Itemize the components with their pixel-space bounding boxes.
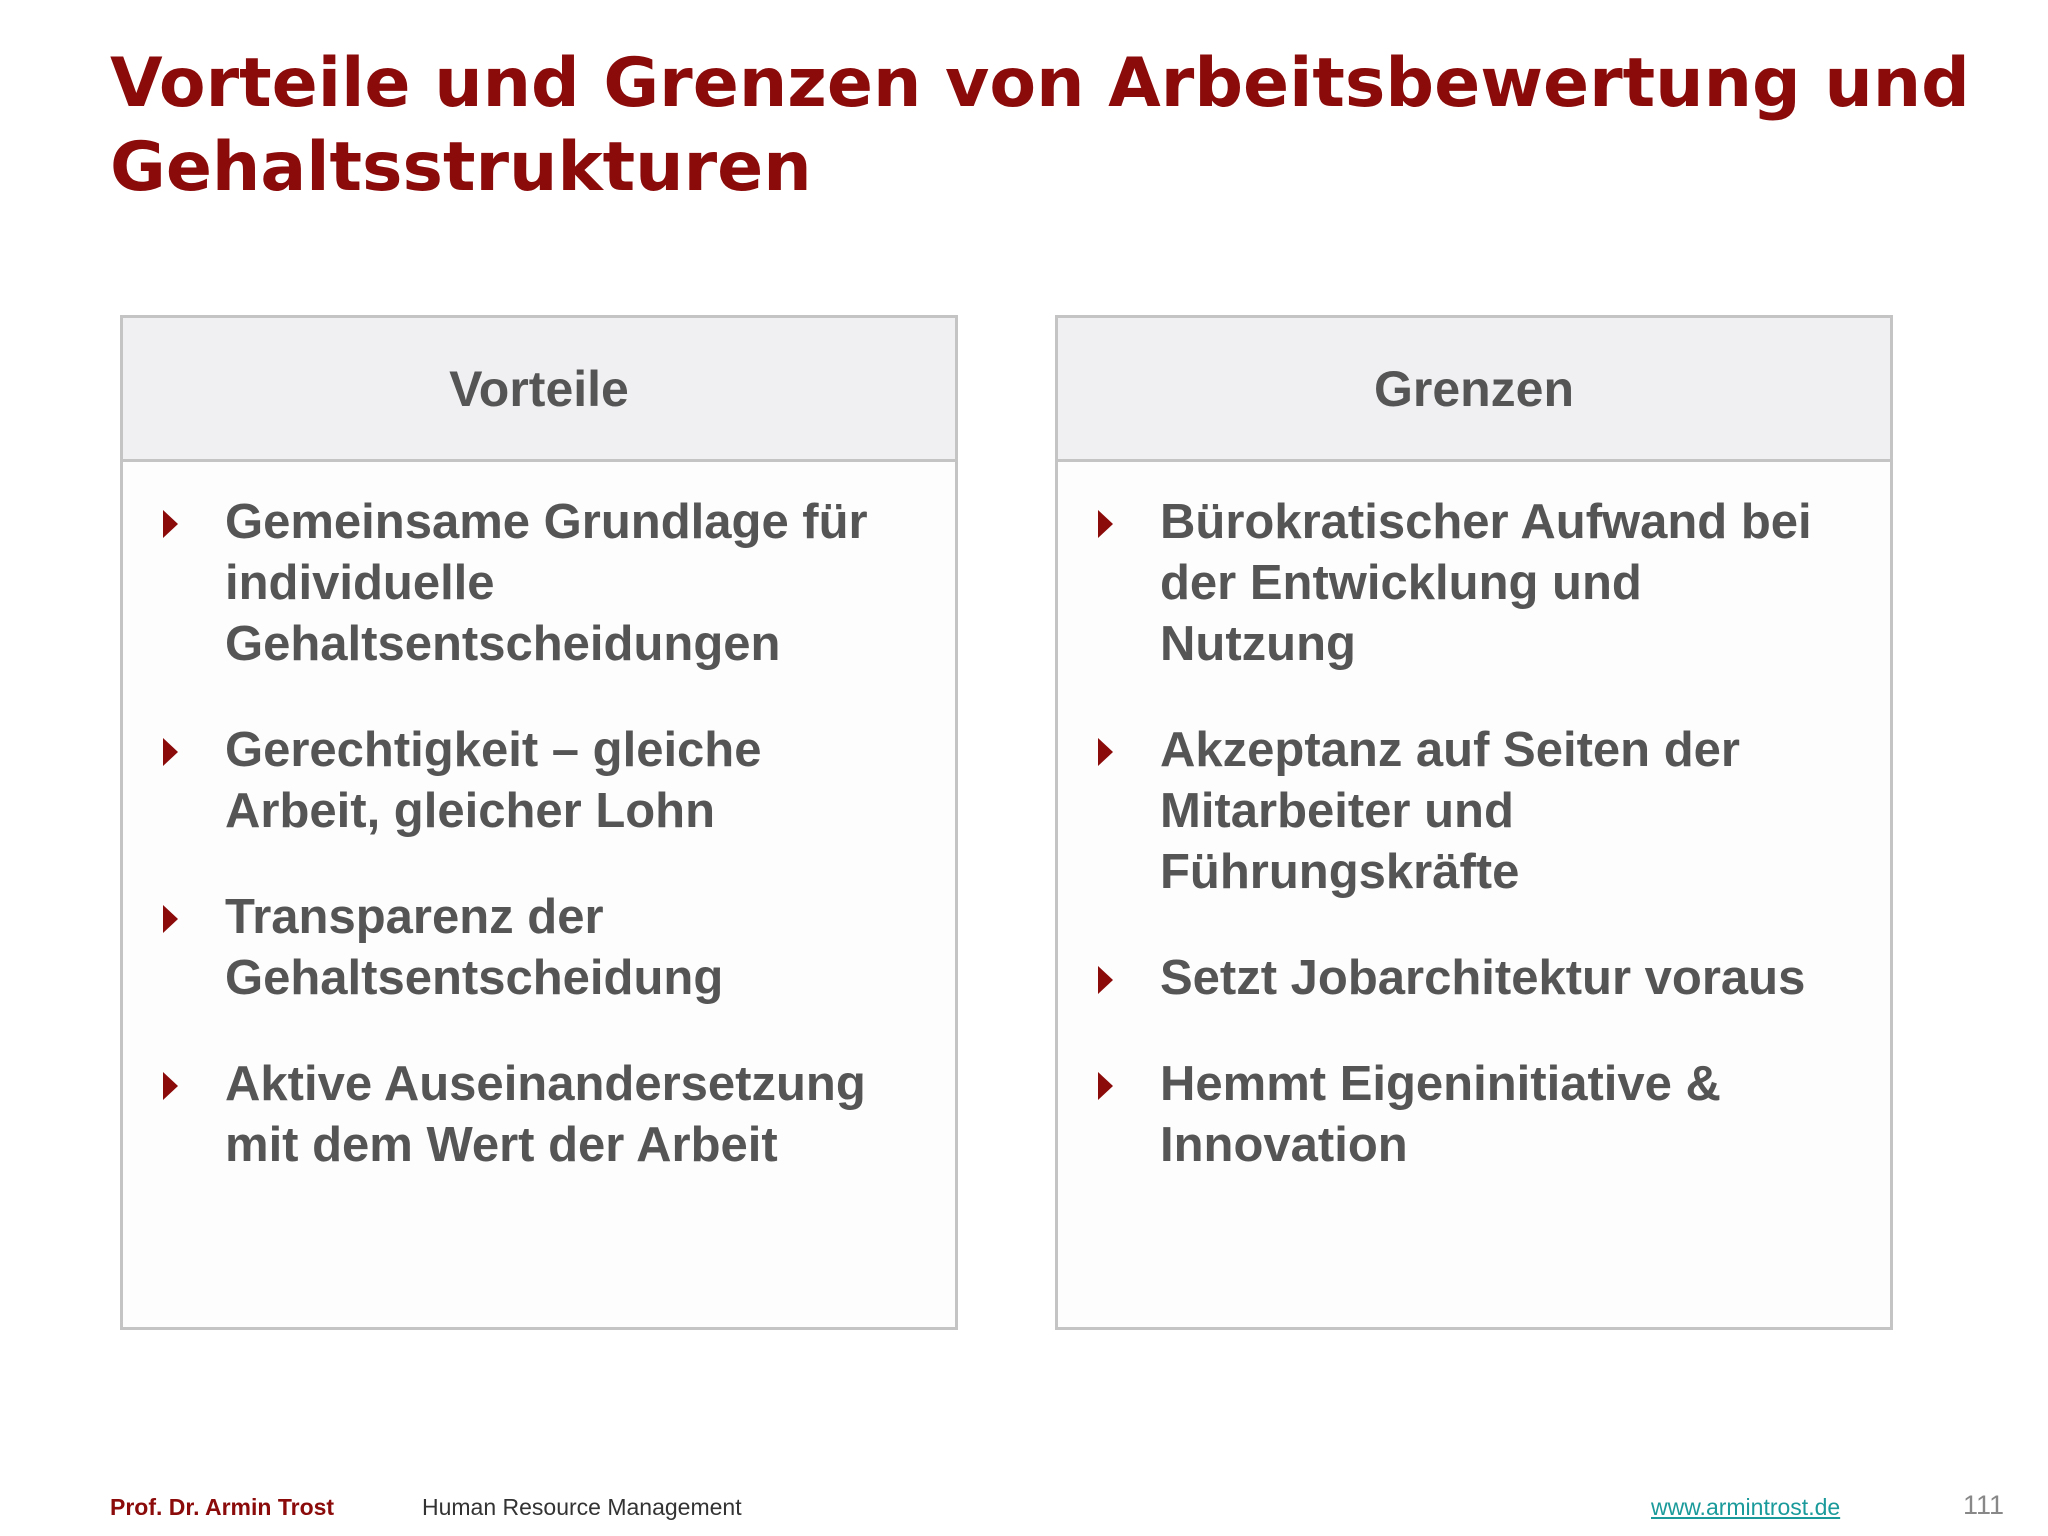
list-item-text: Transparenz der Gehaltsentscheidung: [225, 890, 724, 1005]
list-item: [1096, 720, 1850, 903]
list-item: [161, 492, 915, 675]
list-item-text: Gemeinsame Grundlage für individuelle Gehaltsentscheidungen: [225, 495, 868, 671]
website-link[interactable]: www.armintrost.de: [1651, 1494, 1841, 1520]
triangle-right-icon: [1098, 966, 1113, 994]
list-item: [161, 720, 915, 842]
advantages-panel: [120, 315, 958, 1330]
advantages-heading: Vorteile: [123, 318, 955, 462]
limitations-panel: [1055, 315, 1893, 1330]
limitations-heading: Grenzen: [1058, 318, 1890, 462]
triangle-right-icon: [1098, 738, 1113, 766]
slide-title: Vorteile und Grenzen von Arbeitsbewertung und Gehaltsstrukturen: [110, 44, 1970, 207]
list-item-text: Hemmt Eigeninitiative & Innovation: [1160, 1057, 1721, 1172]
list-item: [161, 1054, 915, 1176]
triangle-right-icon: [163, 510, 178, 538]
list-item-text: Gerechtigkeit – gleiche Arbeit, gleicher Lohn: [225, 723, 762, 838]
triangle-right-icon: [1098, 1072, 1113, 1100]
triangle-right-icon: [163, 905, 178, 933]
list-item: [1096, 492, 1850, 675]
advantages-list: [123, 462, 955, 1176]
page-number: 111: [1963, 1490, 2005, 1520]
limitations-list: [1058, 462, 1890, 1176]
footer-author: Prof. Dr. Armin Trost: [110, 1494, 335, 1520]
list-item-text: Akzeptanz auf Seiten der Mitarbeiter und Führungskräfte: [1160, 723, 1740, 899]
list-item-text: Setzt Jobarchitektur voraus: [1160, 951, 1806, 1005]
list-item-text: Bürokratischer Aufwand bei der Entwicklung und Nutzung: [1160, 495, 1812, 671]
footer-course: Human Resource Management: [422, 1494, 742, 1520]
list-item-text: Aktive Auseinandersetzung mit dem Wert der Arbeit: [225, 1057, 866, 1172]
triangle-right-icon: [163, 1072, 178, 1100]
list-item: [1096, 948, 1850, 1009]
list-item: [1096, 1054, 1850, 1176]
triangle-right-icon: [163, 738, 178, 766]
triangle-right-icon: [1098, 510, 1113, 538]
list-item: [161, 887, 915, 1009]
